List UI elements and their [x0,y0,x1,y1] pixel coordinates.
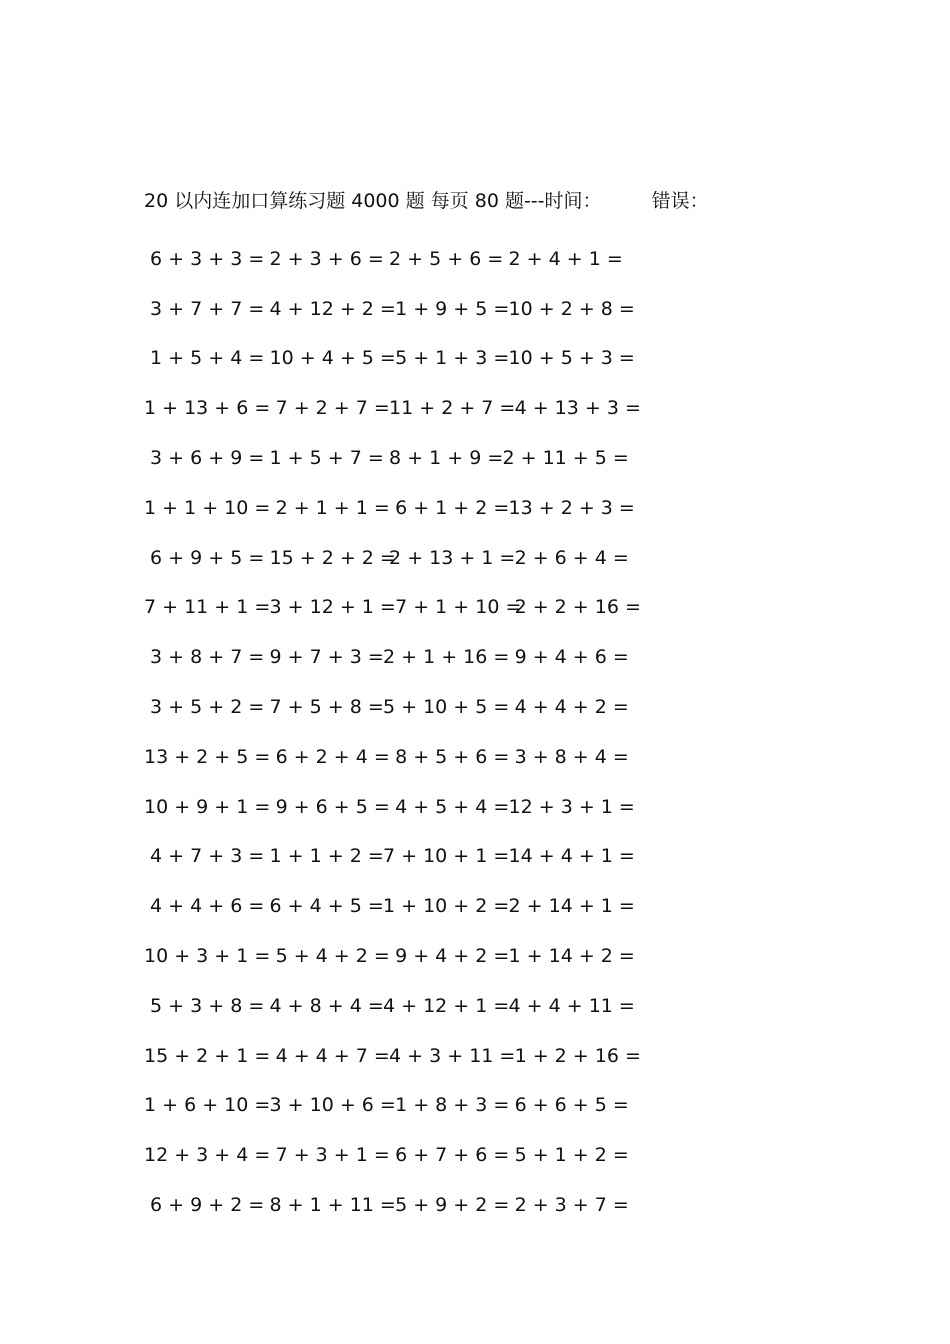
problem-item: 6 + 7 + 6 = [383,1144,510,1167]
problem-item: 10 + 3 + 1 = [144,945,271,968]
problem-row [144,483,644,533]
problem-item: 4 + 3 + 11 = [383,1044,516,1067]
problem-item: 10 + 9 + 1 = [144,795,271,818]
problem-item: 1 + 14 + 2 = [502,945,635,968]
problem-item: 6 + 3 + 3 = [144,247,265,270]
problem-item: 6 + 9 + 2 = [144,1194,265,1217]
problem-row [144,682,644,732]
problem-row [144,433,644,483]
problem-item: 2 + 1 + 1 = [263,496,390,519]
problem-item: 4 + 5 + 4 = [383,795,510,818]
problem-item: 4 + 4 + 6 = [144,895,265,918]
problem-item: 1 + 1 + 10 = [144,496,271,519]
problem-item: 3 + 8 + 4 = [502,745,629,768]
problem-item: 4 + 4 + 2 = [502,696,629,719]
problem-row [144,234,644,284]
problem-item: 3 + 6 + 9 = [144,447,265,470]
problem-item: 1 + 1 + 2 = [263,845,384,868]
problem-item: 3 + 7 + 7 = [144,297,265,320]
problem-item: 8 + 1 + 11 = [263,1194,396,1217]
problem-row [144,383,644,433]
problem-item: 2 + 3 + 6 = [263,247,384,270]
problem-item: 15 + 2 + 2 = [263,546,396,569]
problem-item: 15 + 2 + 1 = [144,1044,271,1067]
problem-item: 14 + 4 + 1 = [502,845,635,868]
problem-item: 10 + 2 + 8 = [502,297,635,320]
problem-item: 2 + 6 + 4 = [502,546,629,569]
worksheet-title: 20 以内连加口算练习题 4000 题 每页 80 题---时间： [144,190,602,212]
problem-item: 1 + 2 + 16 = [502,1044,641,1067]
problem-item: 2 + 5 + 6 = [383,247,504,270]
problem-item: 6 + 2 + 4 = [263,745,390,768]
problem-item: 7 + 11 + 1 = [144,596,271,619]
problem-item: 4 + 12 + 2 = [263,297,396,320]
problem-item: 13 + 2 + 5 = [144,745,271,768]
problem-item: 4 + 7 + 3 = [144,845,265,868]
worksheet-header [144,186,764,216]
problem-item: 5 + 9 + 2 = [383,1194,510,1217]
problem-item: 2 + 1 + 16 = [383,646,510,669]
problem-item: 10 + 5 + 3 = [502,347,635,370]
problem-row [144,583,644,633]
problem-item: 5 + 1 + 2 = [502,1144,629,1167]
problem-row [144,832,644,882]
problem-grid [144,234,644,1230]
problem-item: 4 + 12 + 1 = [383,994,510,1017]
problem-row [144,732,644,782]
problem-item: 11 + 2 + 7 = [383,397,516,420]
problem-item: 6 + 9 + 5 = [144,546,265,569]
problem-item: 4 + 13 + 3 = [502,397,641,420]
problem-item: 3 + 12 + 1 = [263,596,396,619]
problem-item: 7 + 5 + 8 = [263,696,384,719]
problem-row [144,1031,644,1081]
problem-item: 10 + 4 + 5 = [263,347,396,370]
problem-item: 13 + 2 + 3 = [502,496,635,519]
problem-row [144,931,644,981]
problem-item: 9 + 6 + 5 = [263,795,390,818]
problem-row [144,1130,644,1180]
problem-item: 1 + 9 + 5 = [383,297,510,320]
problem-item: 1 + 8 + 3 = [383,1094,510,1117]
problem-row [144,632,644,682]
problem-item: 1 + 10 + 2 = [383,895,510,918]
problem-item: 2 + 2 + 16 = [502,596,641,619]
problem-item: 1 + 5 + 4 = [144,347,265,370]
problem-item: 9 + 7 + 3 = [263,646,384,669]
problem-item: 1 + 5 + 7 = [263,447,384,470]
problem-item: 6 + 4 + 5 = [263,895,384,918]
problem-item: 2 + 4 + 1 = [502,247,623,270]
problem-item: 5 + 4 + 2 = [263,945,390,968]
problem-item: 4 + 8 + 4 = [263,994,384,1017]
problem-item: 2 + 3 + 7 = [502,1194,629,1217]
problem-row [144,533,644,583]
problem-item: 9 + 4 + 2 = [383,945,510,968]
problem-row [144,284,644,334]
problem-item: 3 + 8 + 7 = [144,646,265,669]
problem-item: 7 + 2 + 7 = [263,397,390,420]
problem-item: 1 + 6 + 10 = [144,1094,271,1117]
problem-item: 4 + 4 + 7 = [263,1044,390,1067]
problem-row [144,1180,644,1230]
problem-item: 8 + 5 + 6 = [383,745,510,768]
problem-item: 5 + 10 + 5 = [383,696,510,719]
problem-item: 3 + 10 + 6 = [263,1094,396,1117]
problem-item: 1 + 13 + 6 = [144,397,271,420]
problem-item: 2 + 14 + 1 = [502,895,635,918]
problem-item: 7 + 1 + 10 = [383,596,522,619]
problem-item: 3 + 5 + 2 = [144,696,265,719]
problem-item: 12 + 3 + 4 = [144,1144,271,1167]
problem-item: 5 + 1 + 3 = [383,347,510,370]
problem-item: 12 + 3 + 1 = [502,795,635,818]
problem-row [144,881,644,931]
problem-row [144,334,644,384]
error-count-label: 错误： [651,190,709,212]
problem-row [144,782,644,832]
problem-item: 6 + 1 + 2 = [383,496,510,519]
problem-row [144,981,644,1031]
problem-item: 5 + 3 + 8 = [144,994,265,1017]
problem-item: 2 + 11 + 5 = [502,447,629,470]
problem-item: 7 + 3 + 1 = [263,1144,390,1167]
problem-row [144,1081,644,1131]
problem-item: 2 + 13 + 1 = [383,546,516,569]
problem-item: 8 + 1 + 9 = [383,447,504,470]
problem-item: 7 + 10 + 1 = [383,845,510,868]
problem-item: 9 + 4 + 6 = [502,646,629,669]
problem-item: 6 + 6 + 5 = [502,1094,629,1117]
problem-item: 4 + 4 + 11 = [502,994,635,1017]
